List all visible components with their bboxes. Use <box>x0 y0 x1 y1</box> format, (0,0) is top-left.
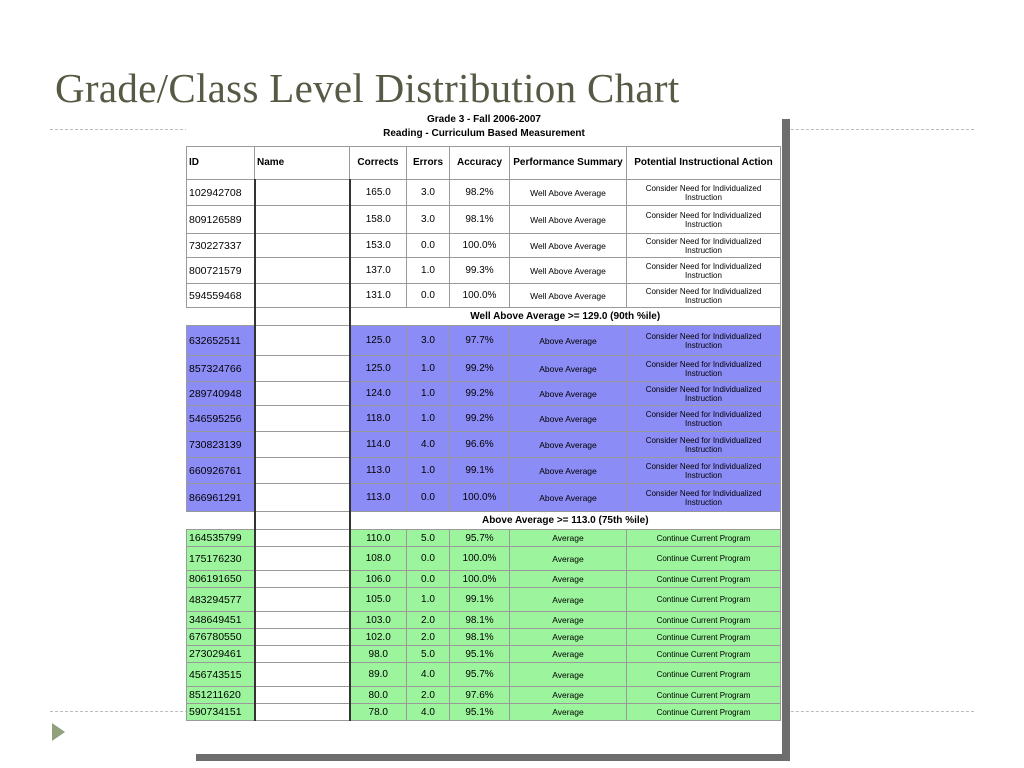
column-header-corrects: Corrects <box>350 147 407 180</box>
errors-cell: 4.0 <box>407 704 450 721</box>
accuracy-cell: 97.7% <box>450 326 510 356</box>
table-header-row <box>187 147 781 180</box>
corrects-cell: 113.0 <box>350 484 407 512</box>
table-row <box>187 530 781 547</box>
student-id-cell: 800721579 <box>187 258 255 284</box>
column-header-id: ID <box>187 147 255 180</box>
column-header-performance-summary: Performance Summary <box>510 147 627 180</box>
distribution-table <box>186 146 781 721</box>
student-id-cell: 730227337 <box>187 234 255 258</box>
accuracy-cell: 98.1% <box>450 629 510 646</box>
table-row <box>187 382 781 406</box>
errors-cell: 1.0 <box>407 356 450 382</box>
performance-summary-cell: Above Average <box>510 458 627 484</box>
student-name-cell <box>255 704 350 721</box>
performance-summary-cell: Above Average <box>510 356 627 382</box>
corrects-cell: 110.0 <box>350 530 407 547</box>
accuracy-cell: 99.2% <box>450 382 510 406</box>
table-row <box>187 687 781 704</box>
corrects-cell: 98.0 <box>350 646 407 663</box>
instructional-action-cell: Continue Current Program <box>627 547 781 571</box>
student-name-cell <box>255 571 350 588</box>
instructional-action-cell: Consider Need for Individualized Instruction <box>627 406 781 432</box>
accuracy-cell: 95.7% <box>450 530 510 547</box>
accuracy-cell: 99.3% <box>450 258 510 284</box>
performance-summary-cell: Well Above Average <box>510 284 627 308</box>
student-name-cell <box>255 687 350 704</box>
performance-summary-cell: Average <box>510 646 627 663</box>
threshold-label: Above Average >= 113.0 (75th %ile) <box>350 512 781 530</box>
report-header-grade: Grade 3 - Fall 2006-2007 <box>427 114 541 125</box>
threshold-row <box>187 308 781 326</box>
column-header-errors: Errors <box>407 147 450 180</box>
corrects-cell: 158.0 <box>350 206 407 234</box>
corrects-cell: 131.0 <box>350 284 407 308</box>
accuracy-cell: 99.2% <box>450 406 510 432</box>
table-row <box>187 258 781 284</box>
accuracy-cell: 95.7% <box>450 663 510 687</box>
slide-title: Grade/Class Level Distribution Chart <box>55 65 680 111</box>
student-id-cell: 483294577 <box>187 588 255 612</box>
table-row <box>187 571 781 588</box>
accuracy-cell: 98.2% <box>450 180 510 206</box>
performance-summary-cell: Above Average <box>510 432 627 458</box>
instructional-action-cell: Consider Need for Individualized Instruction <box>627 234 781 258</box>
student-name-cell <box>255 646 350 663</box>
student-name-cell <box>255 180 350 206</box>
errors-cell: 3.0 <box>407 206 450 234</box>
bullet-arrow-icon <box>52 723 65 741</box>
corrects-cell: 106.0 <box>350 571 407 588</box>
accuracy-cell: 95.1% <box>450 704 510 721</box>
performance-summary-cell: Well Above Average <box>510 234 627 258</box>
instructional-action-cell: Continue Current Program <box>627 704 781 721</box>
instructional-action-cell: Consider Need for Individualized Instruction <box>627 284 781 308</box>
errors-cell: 5.0 <box>407 530 450 547</box>
student-name-cell <box>255 612 350 629</box>
instructional-action-cell: Continue Current Program <box>627 530 781 547</box>
corrects-cell: 105.0 <box>350 588 407 612</box>
student-id-cell: 590734151 <box>187 704 255 721</box>
table-row <box>187 629 781 646</box>
student-id-cell: 730823139 <box>187 432 255 458</box>
corrects-cell: 165.0 <box>350 180 407 206</box>
table-row <box>187 547 781 571</box>
performance-summary-cell: Above Average <box>510 326 627 356</box>
accuracy-cell: 98.1% <box>450 206 510 234</box>
table-row <box>187 180 781 206</box>
errors-cell: 1.0 <box>407 588 450 612</box>
errors-cell: 0.0 <box>407 547 450 571</box>
corrects-cell: 137.0 <box>350 258 407 284</box>
instructional-action-cell: Continue Current Program <box>627 588 781 612</box>
student-name-cell <box>255 356 350 382</box>
threshold-row <box>187 512 781 530</box>
corrects-cell: 78.0 <box>350 704 407 721</box>
instructional-action-cell: Consider Need for Individualized Instruction <box>627 180 781 206</box>
performance-summary-cell: Average <box>510 588 627 612</box>
corrects-cell: 124.0 <box>350 382 407 406</box>
student-name-cell <box>255 326 350 356</box>
corrects-cell: 103.0 <box>350 612 407 629</box>
errors-cell: 0.0 <box>407 484 450 512</box>
performance-summary-cell: Average <box>510 629 627 646</box>
table-row <box>187 458 781 484</box>
student-name-cell <box>255 284 350 308</box>
student-id-cell: 851211620 <box>187 687 255 704</box>
student-id-cell: 102942708 <box>187 180 255 206</box>
corrects-cell: 89.0 <box>350 663 407 687</box>
table-row <box>187 406 781 432</box>
performance-summary-cell: Above Average <box>510 484 627 512</box>
instructional-action-cell: Consider Need for Individualized Instruction <box>627 258 781 284</box>
corrects-cell: 125.0 <box>350 356 407 382</box>
student-name-cell <box>255 484 350 512</box>
student-id-cell: 348649451 <box>187 612 255 629</box>
student-name-cell <box>255 382 350 406</box>
student-name-cell <box>255 234 350 258</box>
threshold-label: Well Above Average >= 129.0 (90th %ile) <box>350 308 781 326</box>
performance-summary-cell: Average <box>510 571 627 588</box>
table-row <box>187 612 781 629</box>
accuracy-cell: 99.1% <box>450 588 510 612</box>
student-id-cell: 857324766 <box>187 356 255 382</box>
performance-summary-cell: Above Average <box>510 406 627 432</box>
instructional-action-cell: Continue Current Program <box>627 629 781 646</box>
performance-summary-cell: Average <box>510 612 627 629</box>
accuracy-cell: 97.6% <box>450 687 510 704</box>
student-name-cell <box>255 629 350 646</box>
errors-cell: 2.0 <box>407 629 450 646</box>
corrects-cell: 108.0 <box>350 547 407 571</box>
errors-cell: 4.0 <box>407 663 450 687</box>
column-header-name: Name <box>255 147 350 180</box>
column-header-instructional-action: Potential Instructional Action <box>627 147 781 180</box>
accuracy-cell: 100.0% <box>450 571 510 588</box>
errors-cell: 3.0 <box>407 326 450 356</box>
student-name-cell <box>255 512 350 530</box>
student-name-cell <box>255 206 350 234</box>
accuracy-cell: 100.0% <box>450 484 510 512</box>
performance-summary-cell: Average <box>510 704 627 721</box>
student-id-cell: 806191650 <box>187 571 255 588</box>
table-body <box>187 180 781 721</box>
student-name-cell <box>255 663 350 687</box>
corrects-cell: 118.0 <box>350 406 407 432</box>
errors-cell: 1.0 <box>407 382 450 406</box>
student-id-cell: 676780550 <box>187 629 255 646</box>
accuracy-cell: 98.1% <box>450 612 510 629</box>
corrects-cell: 80.0 <box>350 687 407 704</box>
student-name-cell <box>255 530 350 547</box>
instructional-action-cell: Consider Need for Individualized Instruction <box>627 356 781 382</box>
report-header-subject: Reading - Curriculum Based Measurement <box>383 128 585 139</box>
table-row <box>187 432 781 458</box>
student-name-cell <box>255 458 350 484</box>
errors-cell: 0.0 <box>407 571 450 588</box>
table-row <box>187 704 781 721</box>
student-id-cell: 456743515 <box>187 663 255 687</box>
accuracy-cell: 100.0% <box>450 284 510 308</box>
student-id-cell: 273029461 <box>187 646 255 663</box>
errors-cell: 1.0 <box>407 258 450 284</box>
instructional-action-cell: Continue Current Program <box>627 646 781 663</box>
corrects-cell: 153.0 <box>350 234 407 258</box>
instructional-action-cell: Consider Need for Individualized Instruction <box>627 458 781 484</box>
instructional-action-cell: Consider Need for Individualized Instruction <box>627 206 781 234</box>
student-id-cell: 866961291 <box>187 484 255 512</box>
report-image <box>186 112 782 754</box>
performance-summary-cell: Above Average <box>510 382 627 406</box>
accuracy-cell: 99.2% <box>450 356 510 382</box>
corrects-cell: 125.0 <box>350 326 407 356</box>
errors-cell: 2.0 <box>407 612 450 629</box>
student-id-cell: 594559468 <box>187 284 255 308</box>
accuracy-cell: 96.6% <box>450 432 510 458</box>
table-row <box>187 646 781 663</box>
student-id-cell: 175176230 <box>187 547 255 571</box>
student-name-cell <box>255 432 350 458</box>
errors-cell: 2.0 <box>407 687 450 704</box>
table-row <box>187 356 781 382</box>
instructional-action-cell: Consider Need for Individualized Instruction <box>627 484 781 512</box>
instructional-action-cell: Continue Current Program <box>627 612 781 629</box>
performance-summary-cell: Well Above Average <box>510 180 627 206</box>
performance-summary-cell: Average <box>510 687 627 704</box>
accuracy-cell: 100.0% <box>450 547 510 571</box>
table-row <box>187 326 781 356</box>
corrects-cell: 102.0 <box>350 629 407 646</box>
threshold-spacer <box>187 512 255 530</box>
instructional-action-cell: Consider Need for Individualized Instruction <box>627 432 781 458</box>
accuracy-cell: 95.1% <box>450 646 510 663</box>
student-id-cell: 546595256 <box>187 406 255 432</box>
errors-cell: 0.0 <box>407 234 450 258</box>
errors-cell: 3.0 <box>407 180 450 206</box>
accuracy-cell: 100.0% <box>450 234 510 258</box>
table-row <box>187 284 781 308</box>
corrects-cell: 114.0 <box>350 432 407 458</box>
performance-summary-cell: Average <box>510 663 627 687</box>
student-name-cell <box>255 308 350 326</box>
table-row <box>187 206 781 234</box>
errors-cell: 0.0 <box>407 284 450 308</box>
table-row <box>187 663 781 687</box>
performance-summary-cell: Average <box>510 530 627 547</box>
student-name-cell <box>255 258 350 284</box>
errors-cell: 4.0 <box>407 432 450 458</box>
student-id-cell: 289740948 <box>187 382 255 406</box>
instructional-action-cell: Continue Current Program <box>627 687 781 704</box>
student-id-cell: 809126589 <box>187 206 255 234</box>
performance-summary-cell: Well Above Average <box>510 206 627 234</box>
errors-cell: 1.0 <box>407 458 450 484</box>
student-name-cell <box>255 588 350 612</box>
table-row <box>187 234 781 258</box>
threshold-spacer <box>187 308 255 326</box>
instructional-action-cell: Consider Need for Individualized Instruction <box>627 382 781 406</box>
student-id-cell: 660926761 <box>187 458 255 484</box>
accuracy-cell: 99.1% <box>450 458 510 484</box>
student-id-cell: 632652511 <box>187 326 255 356</box>
student-name-cell <box>255 406 350 432</box>
column-header-accuracy: Accuracy <box>450 147 510 180</box>
instructional-action-cell: Continue Current Program <box>627 571 781 588</box>
table-row <box>187 588 781 612</box>
instructional-action-cell: Consider Need for Individualized Instruction <box>627 326 781 356</box>
table-row <box>187 484 781 512</box>
corrects-cell: 113.0 <box>350 458 407 484</box>
performance-summary-cell: Well Above Average <box>510 258 627 284</box>
errors-cell: 5.0 <box>407 646 450 663</box>
student-id-cell: 164535799 <box>187 530 255 547</box>
student-name-cell <box>255 547 350 571</box>
instructional-action-cell: Continue Current Program <box>627 663 781 687</box>
performance-summary-cell: Average <box>510 547 627 571</box>
errors-cell: 1.0 <box>407 406 450 432</box>
